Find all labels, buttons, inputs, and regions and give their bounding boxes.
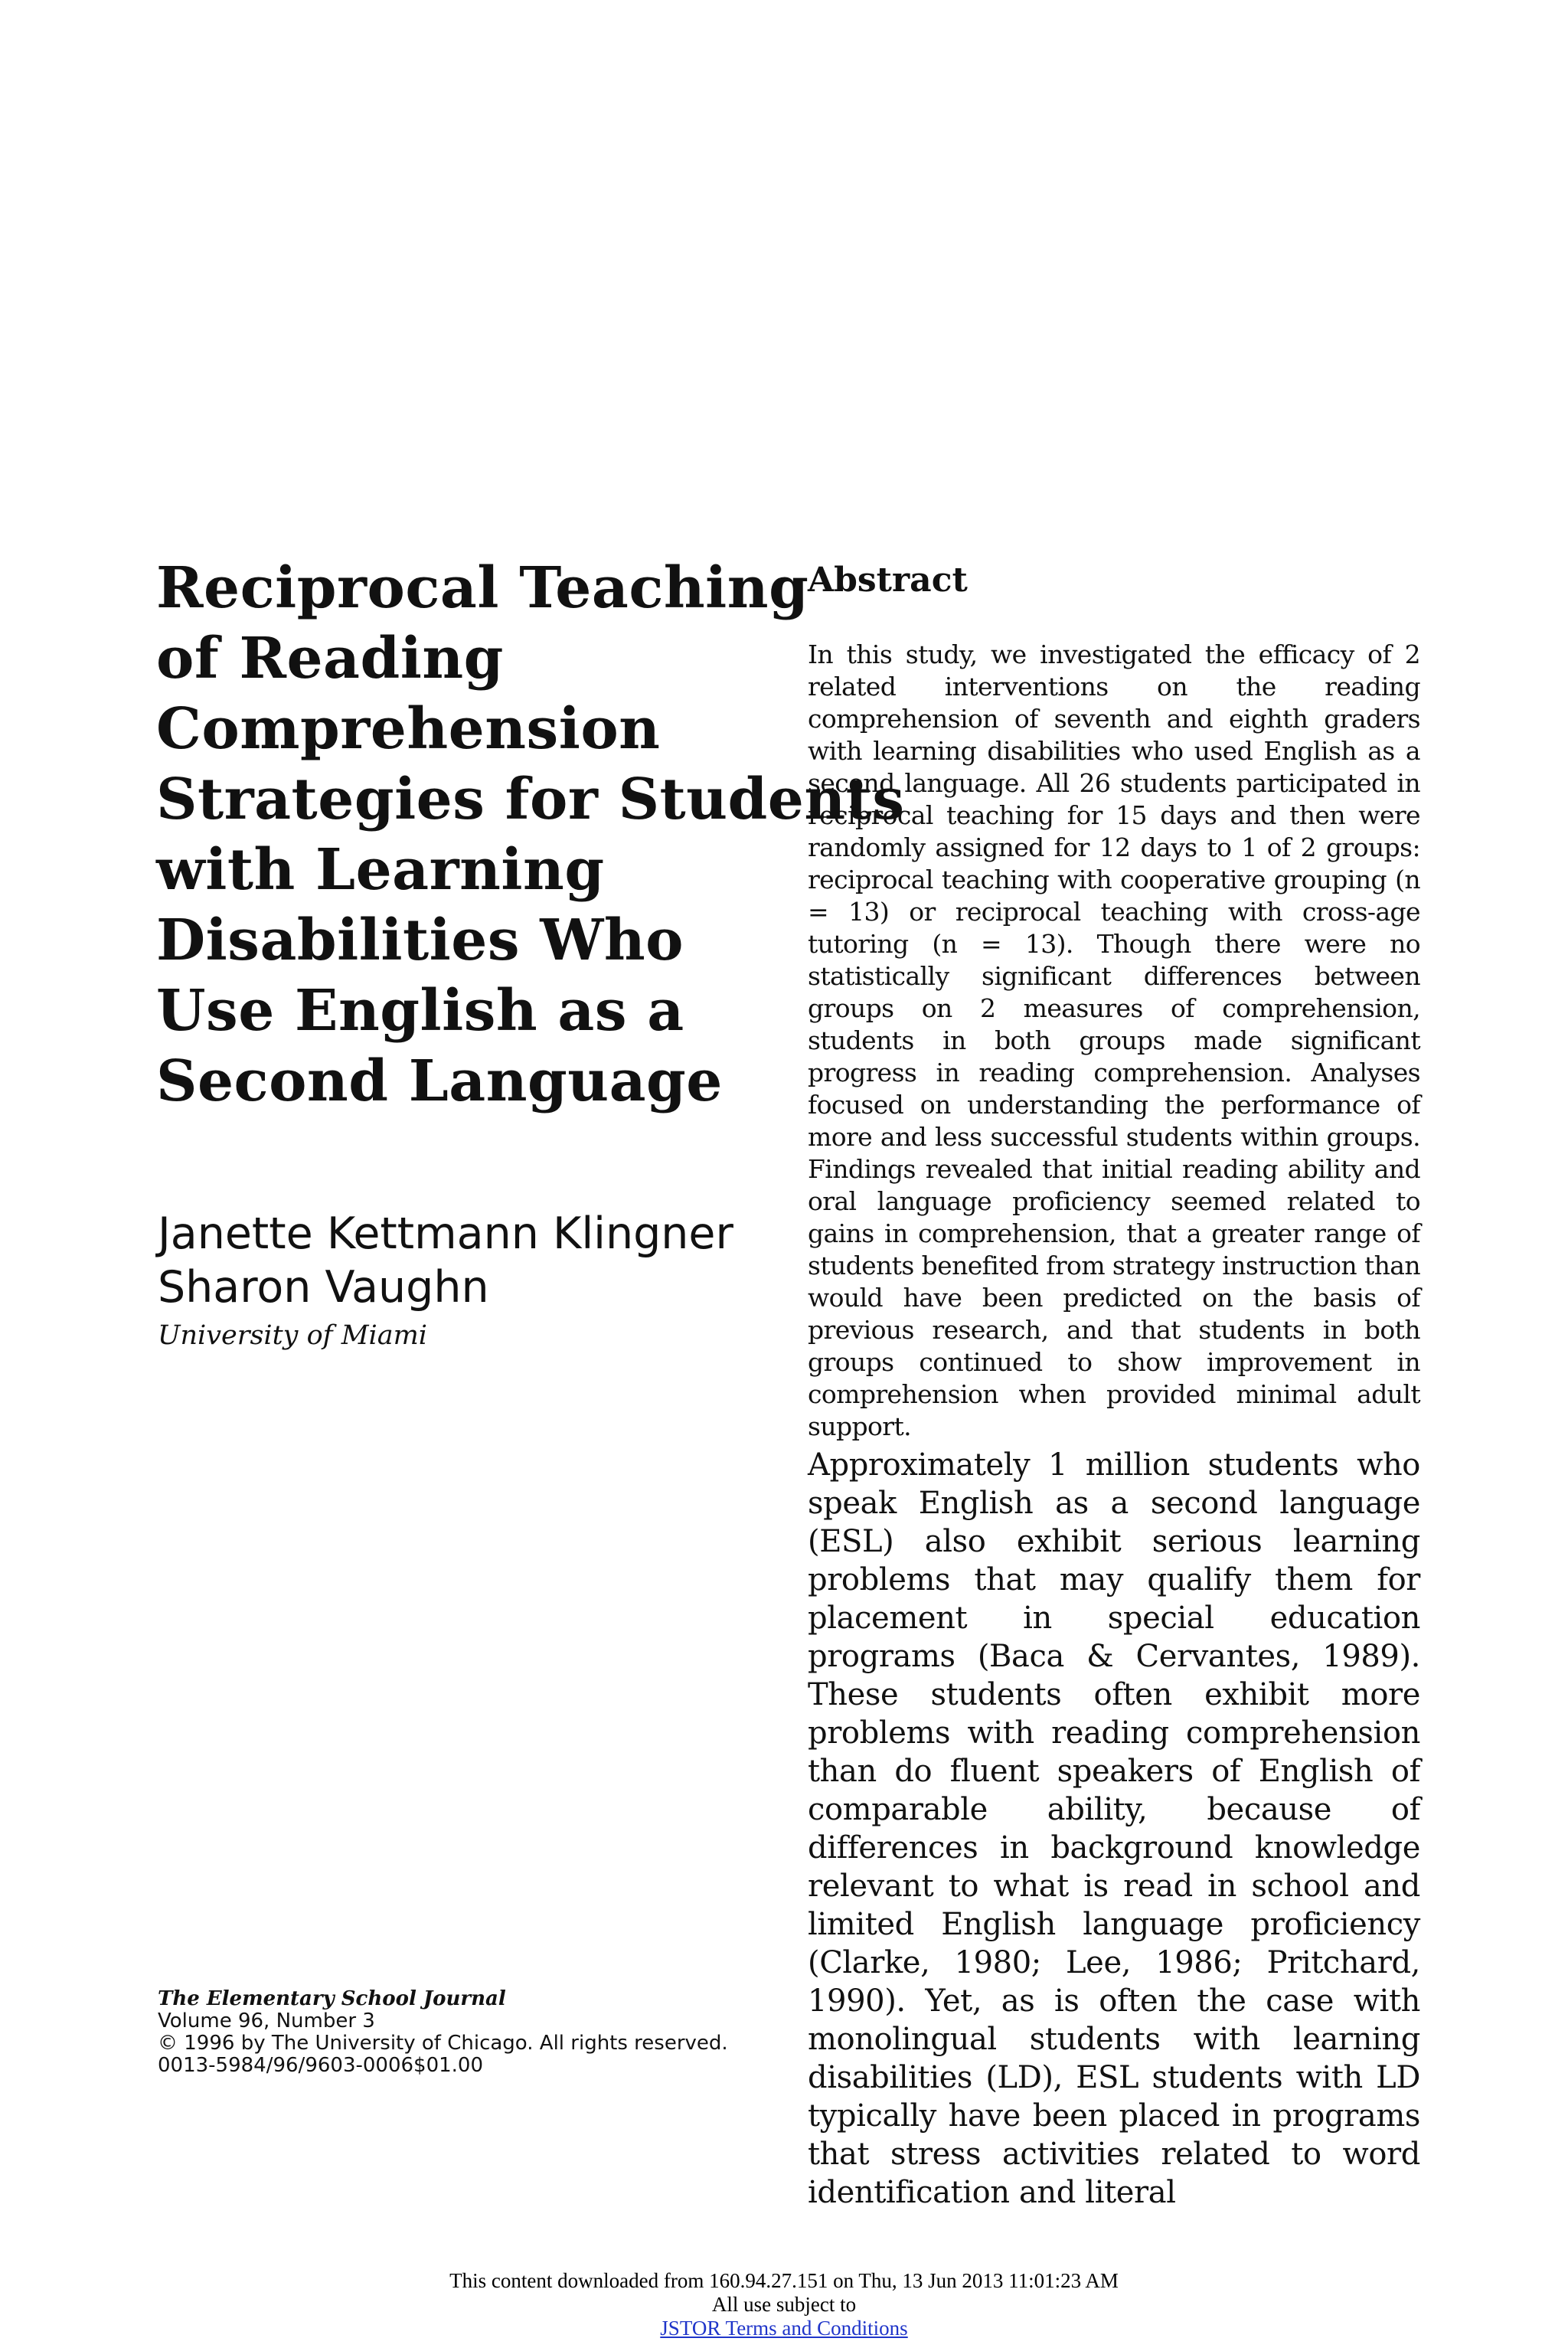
title-line: Strategies for Students (156, 767, 905, 832)
journal-name: The Elementary School Journal (158, 1987, 506, 2010)
download-notice: This content downloaded from 160.94.27.151 on Thu, 13 Jun 2013 11:01:23 AM (449, 2269, 1119, 2292)
title-line: Comprehension (156, 696, 661, 762)
title-line: Disabilities Who (156, 907, 684, 973)
body-paragraph: Approximately 1 million students who speak English as a second language (ESL) also exhibit serious learning problems that may qualify them for placement in special education programs (Baca & Cervantes, 1989). These students often exhibit more problems with reading comprehension than do fluent speakers of English of comparable ability, because of differences in background knowledge relevant to what is read in school and limited English language proficiency (Clarke, 1980; Lee, 1986; Pritchard, 1990). Yet, as is often the case with monolingual students with learning disabilities (LD), ESL students with LD typically have been placed in programs that stress activities related to word identification and literal (808, 1447, 1420, 2210)
author-affiliation: University of Miami (158, 1320, 427, 1351)
journal-info (158, 1988, 816, 2077)
article-code: 0013-5984/96/9603-0006$01.00 (158, 2054, 484, 2077)
copyright-notice: © 1996 by The University of Chicago. All rights reserved. (158, 2032, 728, 2055)
title-line: of Reading (156, 626, 504, 692)
terms-line (0, 2293, 1568, 2340)
download-footer (0, 2269, 1568, 2340)
author-name: Janette Kettmann Klingner (158, 1208, 733, 1259)
author-name: Sharon Vaughn (158, 1262, 489, 1313)
author-block (158, 1207, 816, 1352)
title-line: Reciprocal Teaching (156, 555, 809, 621)
title-line: Use English as a (156, 978, 684, 1044)
journal-volume: Volume 96, Number 3 (158, 2010, 375, 2032)
abstract-heading: Abstract (808, 561, 968, 600)
title-line: Second Language (156, 1048, 723, 1114)
abstract-text: In this study, we investigated the efficacy of 2 related interventions on the reading comprehension of seventh and eighth graders with learning disabilities who used English as a second language. All 26 students participated in reciprocal teaching for 15 days and then were randomly assigned for 12 days to 1 of 2 groups: reciprocal teaching with cooperative grouping (n = 13) or reciprocal teaching with cross-age tutoring (n = 13). Though there were no statistically significant differences between groups on 2 measures of comprehension, students in both groups made significant progress in reading comprehension. Analyses focused on understanding the performance of more and less successful students within groups. Findings revealed that initial reading ability and oral language proficiency seemed related to gains in comprehension, that a greater range of students benefited from strategy instruction than would have been predicted on the basis of previous research, and that students in both groups continued to show improvement in comprehension when provided minimal adult support. (808, 639, 1420, 1441)
terms-link[interactable]: JSTOR Terms and Conditions (660, 2317, 908, 2340)
title-line: with Learning (156, 837, 605, 903)
terms-prefix: All use subject to (711, 2293, 857, 2316)
